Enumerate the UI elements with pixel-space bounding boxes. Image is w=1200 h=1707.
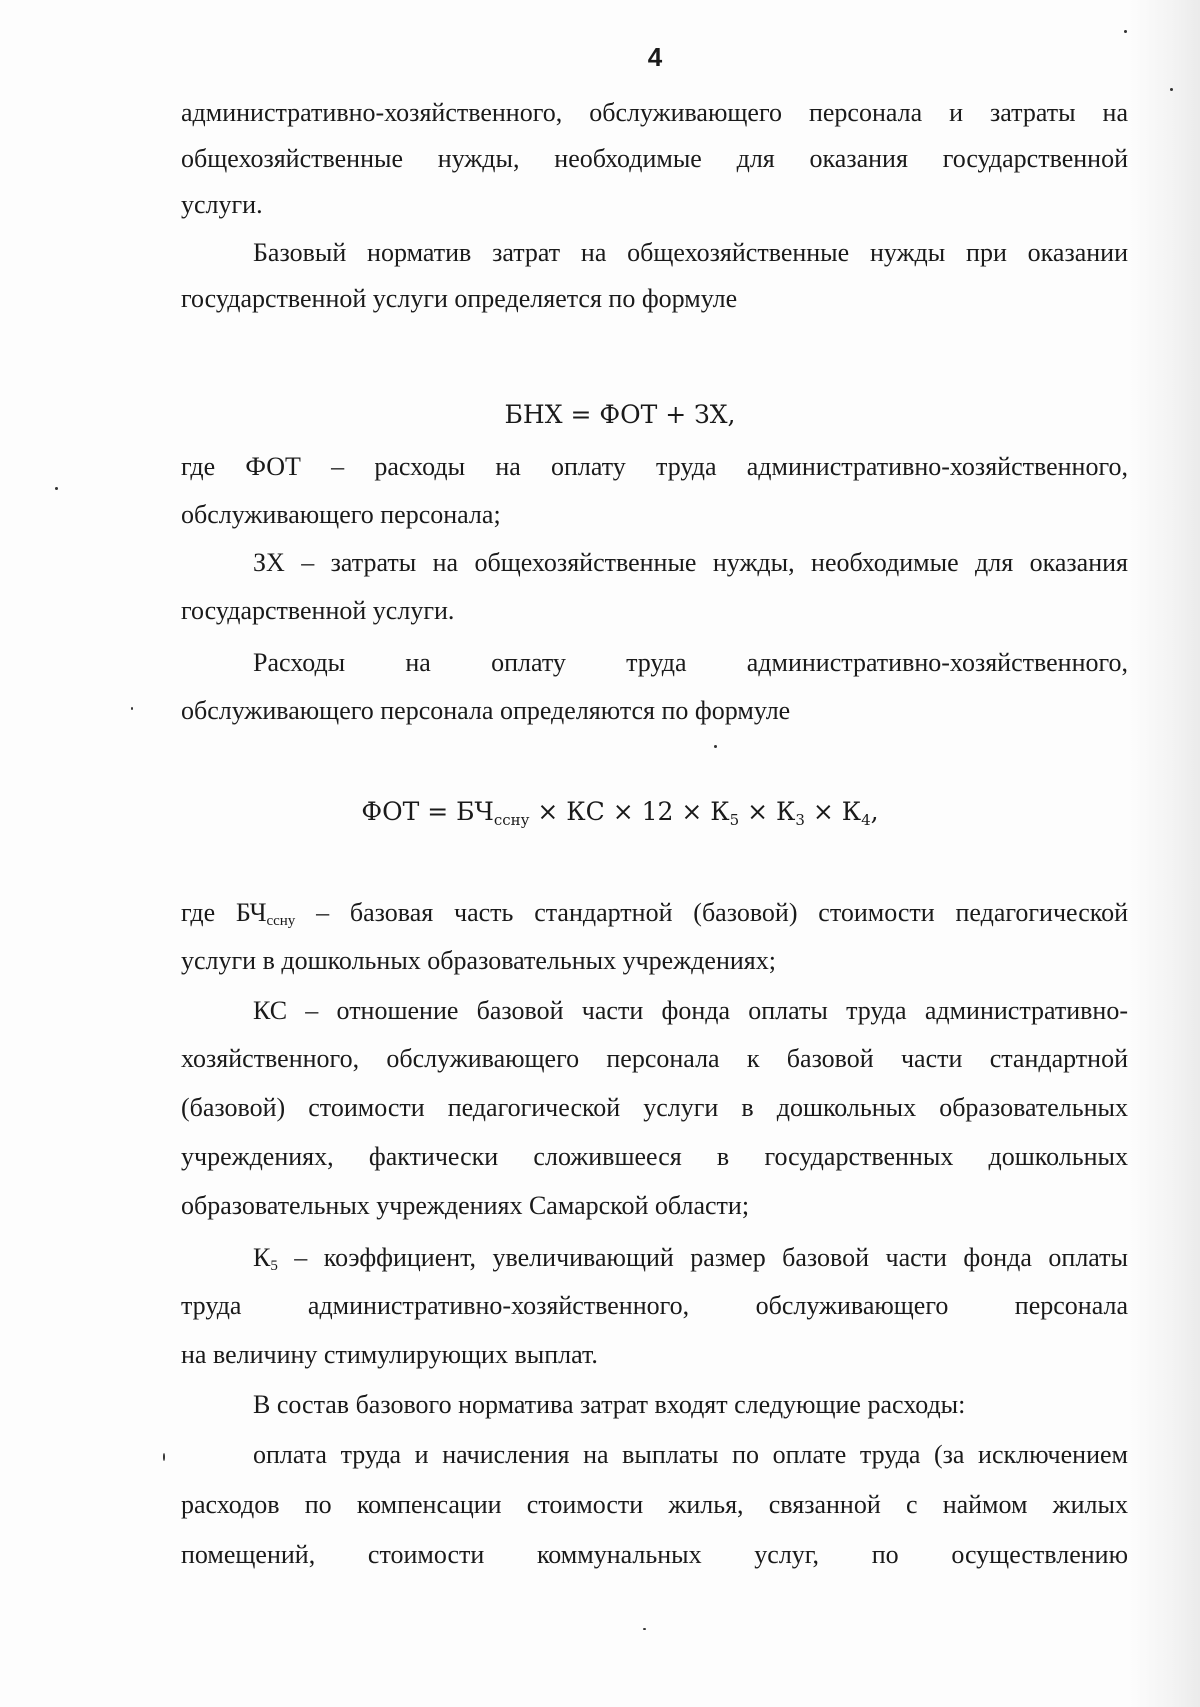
formula-fot-part: , [870, 797, 879, 826]
scan-speck [643, 1628, 646, 1630]
formula-fot-part: × К [804, 797, 862, 826]
text-run: – базовая часть стандартной (базовой) стоимости педагогической [295, 898, 1128, 927]
paragraph-line: оплата труда и начисления на выплаты по оплате труда (за исключением [253, 1440, 1128, 1469]
paragraph-line: (базовой) стоимости педагогической услуги в дошкольных образовательных [181, 1093, 1128, 1122]
formula-fot-subscript: 5 [729, 811, 740, 829]
subscript: ссну [266, 913, 296, 929]
text-run: К [253, 1243, 271, 1272]
scan-speck [55, 487, 58, 490]
paragraph-line: КС – отношение базовой части фонда оплаты труда административно- [253, 996, 1128, 1025]
page-number: 4 [647, 42, 663, 72]
paragraph-line: услуги в дошкольных образовательных учреждениях; [181, 946, 776, 975]
formula-bnh: БНХ = ФОТ + ЗХ, [504, 400, 736, 429]
paragraph-line: В состав базового норматива затрат входят следующие расходы: [253, 1390, 966, 1419]
paragraph-line: хозяйственного, обслуживающего персонала к базовой части стандартной [181, 1044, 1128, 1073]
paragraph-line: услуги. [181, 190, 263, 219]
paragraph-line: административно-хозяйственного, обслуживающего персонала и затраты на [181, 98, 1128, 127]
paragraph-line [253, 1243, 1128, 1273]
paragraph-line: где ФОТ – расходы на оплату труда административно-хозяйственного, [181, 452, 1128, 481]
paragraph-line: Базовый норматив затрат на общехозяйственные нужды при оказании [253, 238, 1128, 267]
paragraph-line: на величину стимулирующих выплат. [181, 1340, 598, 1369]
formula-fot-part: × К [739, 797, 796, 826]
subscript: 5 [270, 1258, 278, 1274]
scan-edge-shading [1130, 0, 1200, 1707]
formula-fot [0, 797, 1200, 829]
scan-speck [1170, 88, 1173, 91]
paragraph-line: общехозяйственные нужды, необходимые для оказания государственной [181, 144, 1128, 173]
scan-speck [714, 745, 717, 748]
formula-fot-subscript: ссну [493, 811, 530, 829]
paragraph-line: обслуживающего персонала; [181, 500, 501, 529]
scan-speck [131, 707, 133, 710]
scan-speck [163, 1453, 165, 1461]
formula-fot-subscript: 3 [795, 811, 805, 829]
paragraph-line: государственной услуги определяется по формуле [181, 284, 738, 313]
paragraph-line: помещений, стоимости коммунальных услуг, по осуществлению [181, 1540, 1128, 1569]
paragraph-line: учреждениях, фактически сложившееся в государственных дошкольных [181, 1142, 1128, 1171]
scan-speck [1124, 30, 1127, 33]
text-run: – коэффициент, увеличивающий размер базовой части фонда оплаты [277, 1243, 1128, 1272]
paragraph-line: государственной услуги. [181, 596, 455, 625]
formula-fot-part: × КС × 12 × К [529, 797, 730, 826]
text-run: где БЧ [181, 898, 267, 927]
paragraph-line: Расходы на оплату труда административно-хозяйственного, [253, 648, 1128, 677]
formula-fot-subscript: 4 [861, 811, 871, 829]
paragraph-line: обслуживающего персонала определяются по формуле [181, 696, 791, 725]
paragraph-line: образовательных учреждениях Самарской области; [181, 1191, 750, 1220]
formula-fot-part: ФОТ = БЧ [361, 797, 494, 826]
paragraph-line [181, 898, 1128, 928]
paragraph-line: расходов по компенсации стоимости жилья, связанной с наймом жилых [181, 1490, 1128, 1519]
paragraph-line: ЗХ – затраты на общехозяйственные нужды, необходимые для оказания [253, 548, 1128, 577]
paragraph-line: труда административно-хозяйственного, обслуживающего персонала [181, 1291, 1128, 1320]
